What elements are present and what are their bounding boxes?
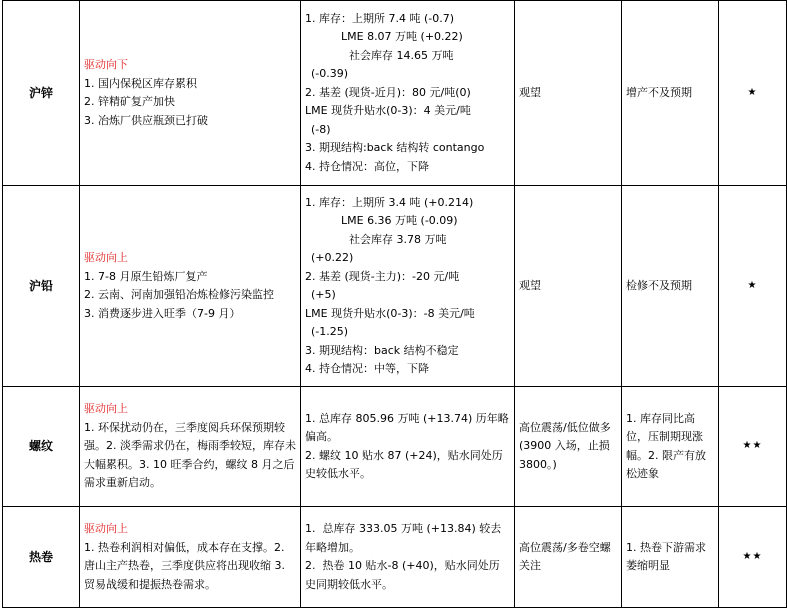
strategy-cell: 观望	[515, 1, 622, 186]
driver-cell	[80, 387, 301, 507]
commodity-name: 热卷	[3, 507, 80, 608]
strategy-cell: 高位震荡/低位做多(3900 入场，止损 3800。)	[515, 387, 622, 507]
driver-factor: 3. 冶炼厂供应瓶颈已打破	[84, 113, 208, 127]
risk-cell: 检修不及预期	[622, 186, 719, 387]
data-line: 2. 基差 (现货-主力)：-20 元/吨	[305, 269, 460, 283]
driver-direction: 驱动向下	[84, 58, 128, 71]
driver-factor: 1. 国内保税区库存累积	[84, 76, 197, 90]
rating-stars: ★★	[719, 387, 787, 507]
commodity-name: 沪锌	[3, 1, 80, 186]
driver-direction: 驱动向上	[84, 522, 128, 535]
risk-cell: 增产不及预期	[622, 1, 719, 186]
driver-factor: 3. 消费逐步进入旺季（7-9 月）	[84, 306, 241, 320]
data-line: 2. 基差 (现货-近月)：80 元/吨(0)	[305, 85, 471, 99]
table-row	[3, 186, 787, 387]
data-line: 社会库存 14.65 万吨	[349, 48, 454, 62]
risk-cell: 1. 库存同比高位，压制期现涨幅。2. 限产有放松迹象	[622, 387, 719, 507]
strategy-cell: 观望	[515, 186, 622, 387]
data-line: (-8)	[311, 122, 331, 136]
data-line: 1. 库存：上期所 3.4 吨 (+0.214)	[305, 195, 474, 209]
driver-cell	[80, 1, 301, 186]
data-cell: 1. 总库存 805.96 万吨 (+13.74) 历年略偏高。 2. 螺纹 10 贴水 87 (+24)，贴水同处历史较低水平。	[301, 387, 515, 507]
data-line: LME 现货升贴水(0-3)：4 美元/吨	[305, 104, 471, 118]
data-cell	[301, 186, 515, 387]
data-line: LME 6.36 万吨 (-0.09)	[341, 214, 458, 227]
driver-direction: 驱动向上	[84, 402, 128, 416]
rating-stars: ★	[719, 1, 787, 186]
data-line: 3. 期现结构:back 结构转 contango	[305, 141, 485, 155]
data-line: 1. 库存：上期所 7.4 吨 (-0.7)	[305, 11, 455, 25]
rating-stars: ★★	[719, 507, 787, 608]
driver-factor: 1. 7-8 月原生铅炼厂复产	[84, 269, 208, 283]
data-line: (+5)	[311, 288, 336, 301]
driver-cell	[80, 186, 301, 387]
strategy-cell: 高位震荡/多卷空螺关注	[515, 507, 622, 608]
driver-cell	[80, 507, 301, 608]
data-line: (-0.39)	[311, 67, 349, 81]
driver-direction: 驱动向上	[84, 251, 128, 264]
data-cell: 1. 总库存 333.05 万吨 (+13.84) 较去年略增加。 2. 热卷 10 贴水-8 (+40)，贴水同处历史同期较低水平。	[301, 507, 515, 608]
table-row	[3, 387, 787, 507]
driver-factor: 2. 云南、河南加强铅冶炼检修污染监控	[84, 288, 274, 301]
risk-cell: 1. 热卷下游需求萎缩明显	[622, 507, 719, 608]
rating-stars: ★	[719, 186, 787, 387]
table-row	[3, 507, 787, 608]
data-cell	[301, 1, 515, 186]
data-line: (-1.25)	[311, 325, 349, 338]
data-line: 社会库存 3.78 万吨	[349, 232, 447, 246]
driver-factors-text: 1. 环保扰动仍在，三季度阅兵环保预期较强。2. 淡季需求仍在，梅雨季较短，库存未大幅累积。3. 10 旺季合约，螺纹 8 月之后需求重新启动。	[84, 420, 296, 490]
data-line: LME 8.07 万吨 (+0.22)	[341, 30, 463, 44]
commodity-name: 沪铅	[3, 186, 80, 387]
data-line: 4. 持仓情况：中等，下降	[305, 362, 429, 375]
data-line: LME 现货升贴水(0-3)：-8 美元/吨	[305, 306, 475, 320]
table-row	[3, 1, 787, 186]
commodity-strategy-table	[2, 0, 787, 608]
data-line: (+0.22)	[311, 251, 354, 264]
driver-factors-text: 1. 热卷利润相对偏低，成本存在支撑。2. 唐山主产热卷，三季度供应将出现收缩 3. 贸易战缓和提振热卷需求。	[84, 540, 289, 591]
driver-factor: 2. 锌精矿复产加快	[84, 95, 175, 108]
commodity-name: 螺纹	[3, 387, 80, 507]
data-line: 3. 期现结构：back 结构不稳定	[305, 343, 459, 357]
data-line: 4. 持仓情况：高位，下降	[305, 159, 429, 173]
